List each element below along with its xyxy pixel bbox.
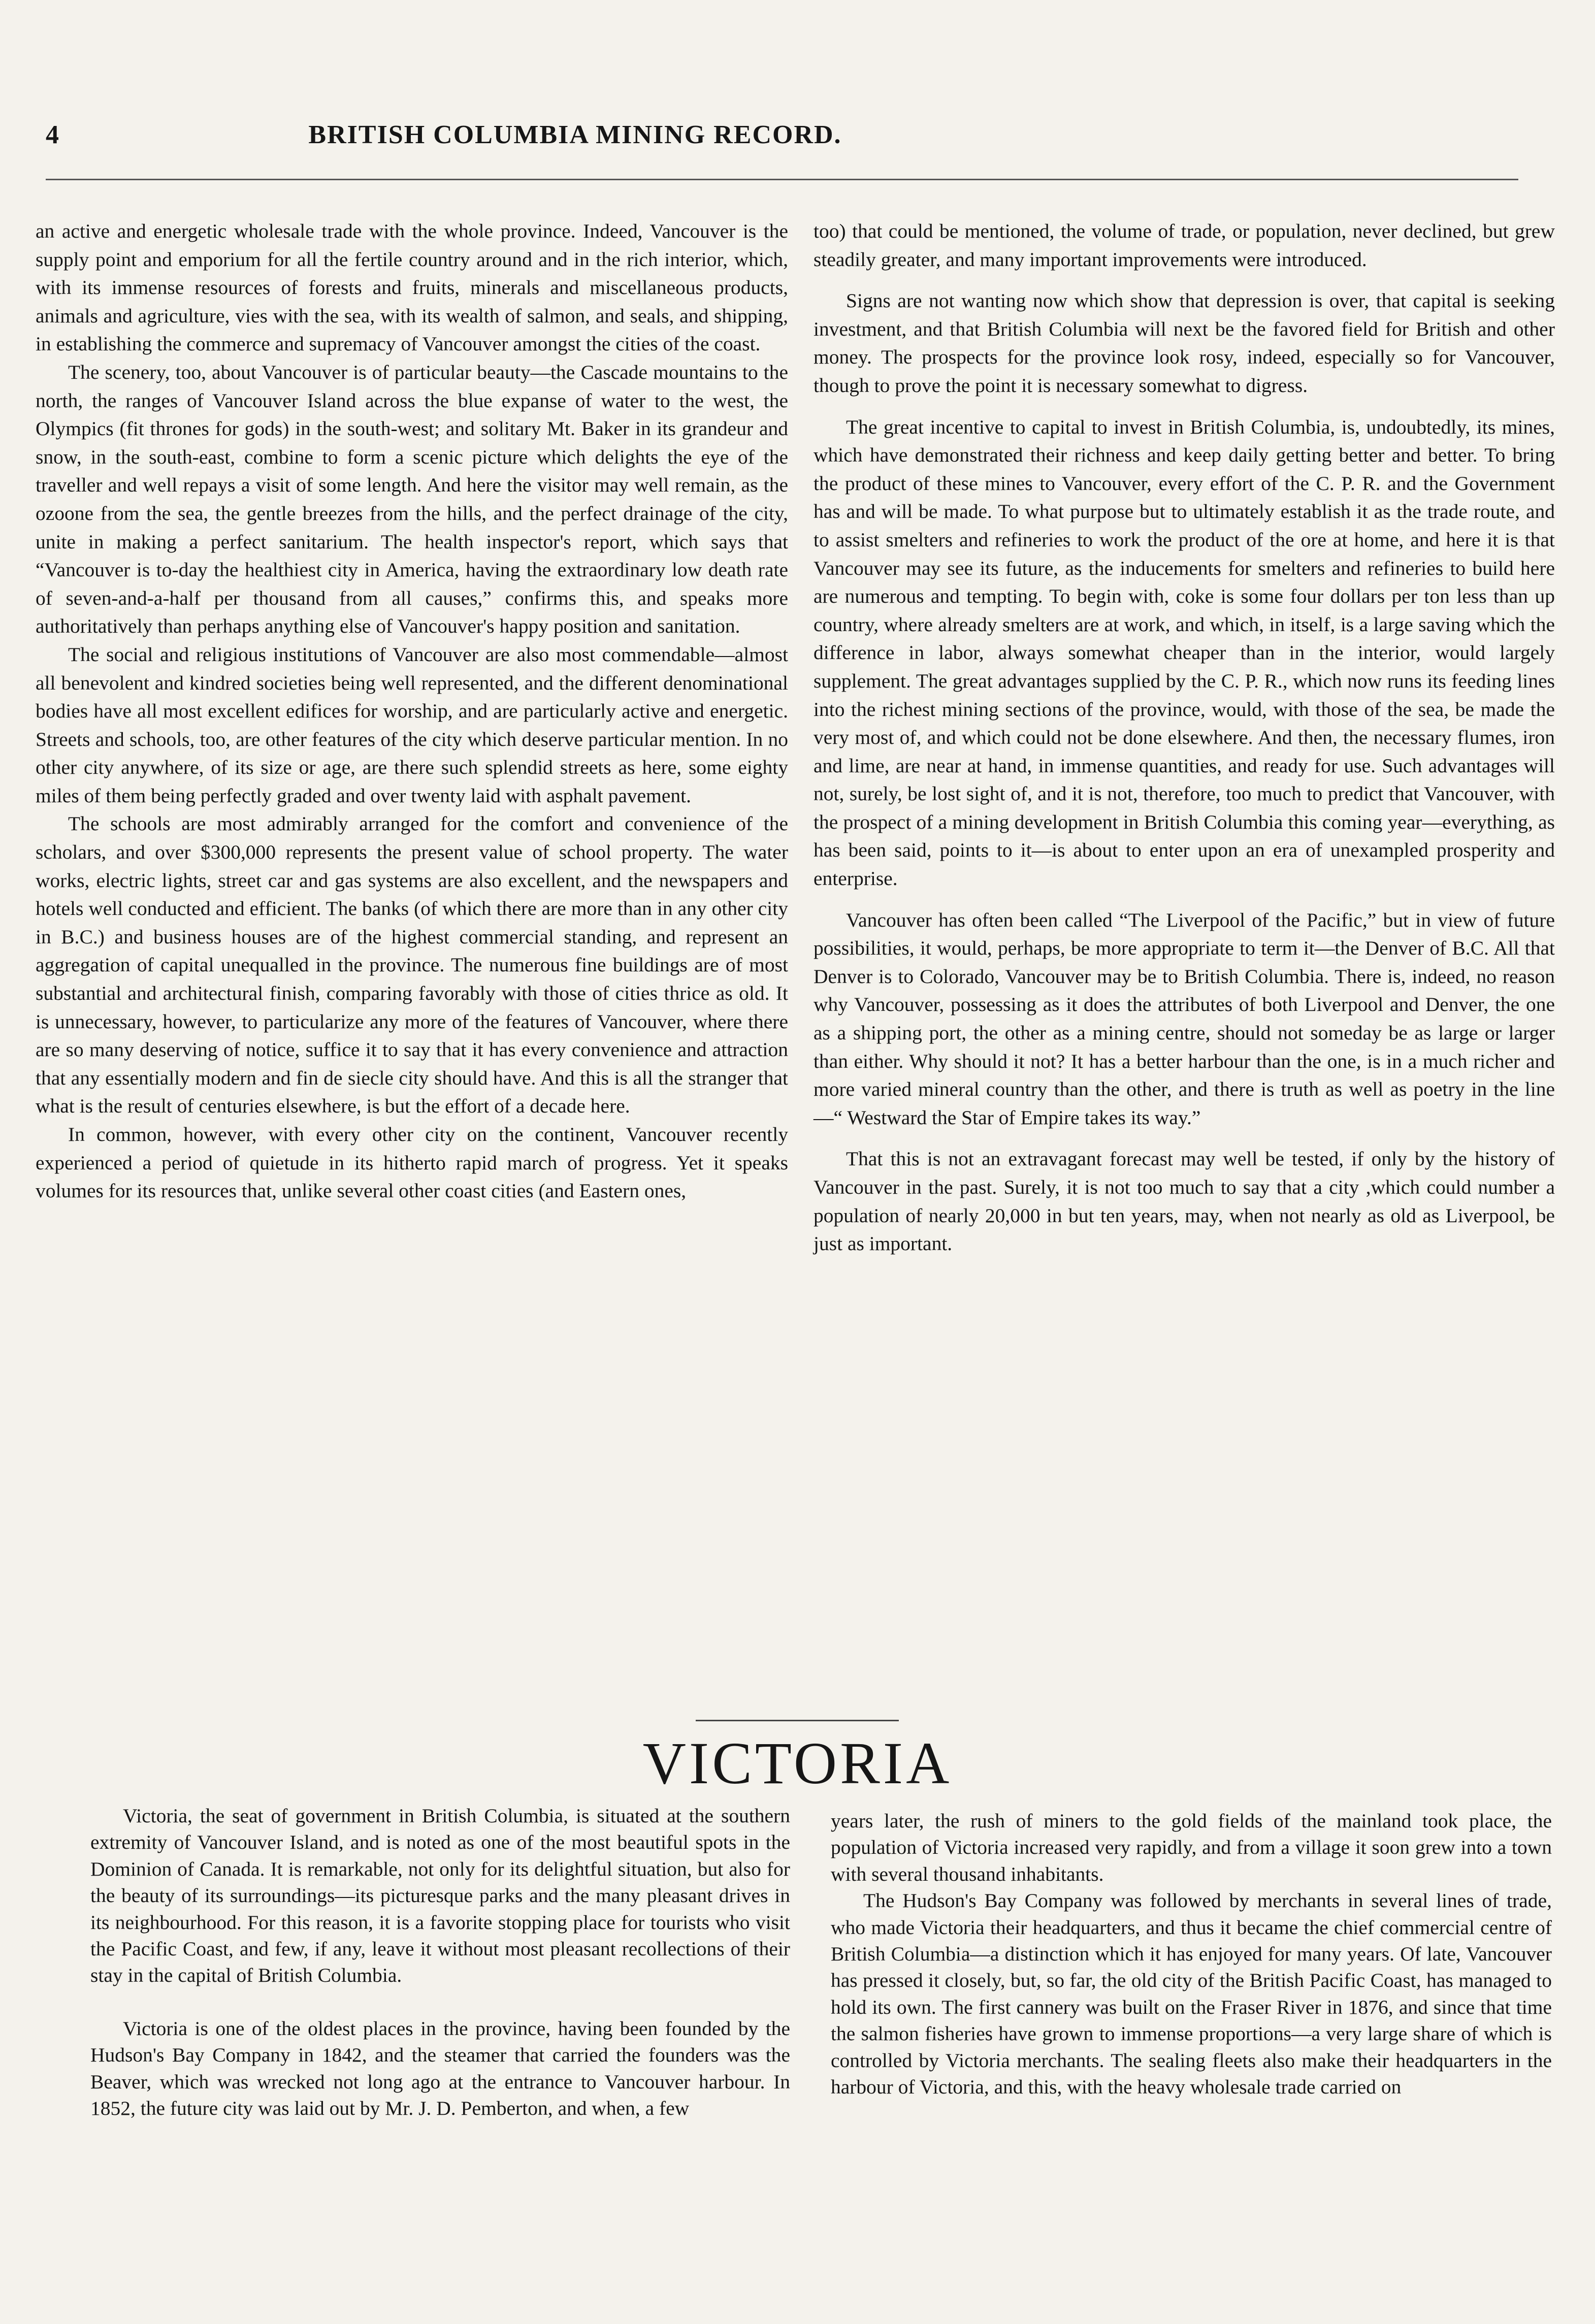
victoria-column-right [831, 1808, 1552, 2100]
paragraph: The schools are most admirably arranged for the comfort and convenience of the scholars, and over $300,000 represents the present value of school property. The water works, electric lights, street car and gas systems are also excellent, and the newspapers and hotels well conducted and efficient. The banks (of which there are more than in any other city in B.C.) and business houses are of the highest commercial standing, and represent an aggregation of capital unequalled in the province. The numerous fine buildings are of most substantial and architectural finish, comparing favorably with those of cities thrice as old. It is unnecessary, however, to particularize any more of the features of Vancouver, where there are so many deserving of notice, suffice it to say that it has every convenience and attraction that any essentially modern and fin de siecle city should have. And this is all the stranger that what is the result of centuries elsewhere, is but the effort of a decade here. [36, 812, 788, 1118]
page-number: 4 [46, 120, 59, 149]
header-rule [46, 179, 1518, 180]
journal-title: BRITISH COLUMBIA MINING RECORD. [308, 120, 842, 149]
paragraph: In common, however, with every other city on the continent, Vancouver recently experienced a period of quietude in its hitherto rapid march of progress. Yet it speaks volumes for its resources that, unlike several other coast cities (and Eastern ones, [36, 1123, 788, 1202]
paragraph: Vancouver has often been called “The Liverpool of the Pacific,” but in view of future possibilities, it would, perhaps, be more appropriate to term it—the Denver of B.C. All that Denver is to Colorado, Vancouver may be to British Columbia. There is, indeed, no reason why Vancouver, possessing as it does the attributes of both Liverpool and Denver, the one as a shipping port, the other as a mining centre, should not someday be as large or larger than either. Why should it not? It has a better harbour than the one, is in a much richer and more varied mineral country than the other, and there is truth as well as poetry in the line—“ Westward the Star of Empire takes its way.” [813, 908, 1555, 1129]
victoria-column-left [90, 1803, 790, 2121]
paragraph: Victoria, the seat of government in British Columbia, is situated at the southern extremity of Vancouver Island, and is noted as one of the most beautiful spots in the Dominion of Canada. It is remarkable, not only for its delightful situation, but also for the beauty of its surroundings—its picturesque parks and the many pleasant drives in its neighbourhood. For this reason, it is a favorite stopping place for tourists who visit the Pacific Coast, and few, if any, leave it without most pleasant recollections of their stay in the capital of British Columbia. [90, 1805, 790, 1987]
paragraph: Signs are not wanting now which show that depression is over, that capital is seeking investment, and that British Columbia will next be the favored field for British and other money. The prospects for the province look rosy, indeed, especially so for Vancouver, though to prove the point it is necessary somewhat to digress. [813, 289, 1555, 397]
paragraph: The great incentive to capital to invest in British Columbia, is, undoubtedly, its mines, which have demonstrated their richness and keep daily getting better and better. To bring the product of these mines to Vancouver, every effort of the C. P. R. and the Government has and will be made. To what purpose but to ultimately establish it as the trade route, and to assist smelters and refineries to work the product of the ore at home, and here it is that Vancouver may see its future, as the inducements for smelters and refineries to build here are numerous and tempting. To begin with, coke is some four dollars per ton less than up country, where already smelters are at work, and which, in itself, is a large saving which the difference in labor, always somewhat cheaper than in the interior, would largely supplement. The great advantages supplied by the C. P. R., which now runs its feeding lines into the richest mining sections of the province, would, with those of the sea, be made the very most of, and which could not be done elsewhere. And then, the necessary flumes, iron and lime, are near at hand, in immense quantities, and ready for use. Such advantages will not, surely, be lost sight of, and it is not, therefore, too much to predict that Vancouver, with the prospect of a mining development in British Columbia this coming year—everything, as has been said, points to it—is about to enter upon an era of unexampled prosperity and enterprise. [813, 415, 1555, 890]
paragraph: an active and energetic wholesale trade with the whole province. Indeed, Vancouver is the supply point and emporium for all the fertile country around and in the rich interior, which, with its immense resources of forests and fruits, minerals and miscellaneous products, animals and agriculture, vies with the sea, with its wealth of salmon, and seals, and shipping, in establishing the commerce and supremacy of Vancouver amongst the cities of the coast. [36, 220, 788, 355]
paragraph: years later, the rush of miners to the gold fields of the mainland took place, the population of Victoria increased very rapidly, and from a village it soon grew into a town with several thousand inhabitants. [831, 1810, 1552, 1885]
paragraph: The Hudson's Bay Company was followed by merchants in several lines of trade, who made Victoria their headquarters, and thus it became the chief commercial centre of British Columbia—a distinction which it has enjoyed for many years. Of late, Vancouver has pressed it closely, but, so far, the old city of the British Pacific Coast, has managed to hold its own. The first cannery was built on the Fraser River in 1876, and since that time the salmon fisheries have grown to immense proportions—a very large share of which is controlled by Victoria merchants. The sealing fleets also make their headquarters in the harbour of Victoria, and this, with the heavy wholesale trade carried on [831, 1889, 1552, 2099]
vancouver-column-right [813, 217, 1555, 1258]
paragraph: The social and religious institutions of Vancouver are also most commendable—almost all benevolent and kindred societies being well represented, and the different denominational bodies have all most excellent edifices for worship, and are particularly active and energetic. Streets and schools, too, are other features of the city which deserve particular mention. In no other city anywhere, of its size or age, are there such splendid streets as here, some eighty miles of them being perfectly graded and over twenty laid with asphalt pavement. [36, 643, 788, 807]
section-title: VICTORIA [642, 1730, 953, 1796]
paragraph: too) that could be mentioned, the volume of trade, or population, never declined, but grew steadily greater, and many important improvements were introduced. [813, 220, 1555, 271]
paragraph: That this is not an extravagant forecast may well be tested, if only by the history of Vancouver in the past. Surely, it is not too much to say that a city ,which could number a population of nearly 20,000 in but ten years, may, when not nearly as old as Liverpool, be just as important. [813, 1148, 1555, 1255]
paragraph: The scenery, too, about Vancouver is of particular beauty—the Cascade mountains to the north, the ranges of Vancouver Island across the blue expanse of water to the west, the Olympics (fit thrones for gods) in the south-west; and solitary Mt. Baker in its grandeur and snow, in the south-east, combine to form a scenic picture which delights the eye of the traveller and well repays a visit of some length. And here the visitor may well remain, as the ozoone from the sea, the gentle breezes from the hills, and the perfect drainage of the city, unite in making a perfect sanitarium. The health inspector's report, which says that “Vancouver is to-day the healthiest city in America, having the extraordinary low death rate of seven-and-a-half per thousand from all causes,” confirms this, and speaks more authoritatively than perhaps anything else of Vancouver's happy position and sanitation. [36, 361, 788, 638]
section-divider [696, 1720, 899, 1721]
paragraph: Victoria is one of the oldest places in the province, having been founded by the Hudson's Bay Company in 1842, and the steamer that carried the founders was the Beaver, which was wrecked not long ago at the entrance to Vancouver harbour. In 1852, the future city was laid out by Mr. J. D. Pemberton, and when, a few [90, 2017, 790, 2120]
vancouver-column-left [36, 217, 788, 1205]
running-head [46, 120, 1104, 166]
